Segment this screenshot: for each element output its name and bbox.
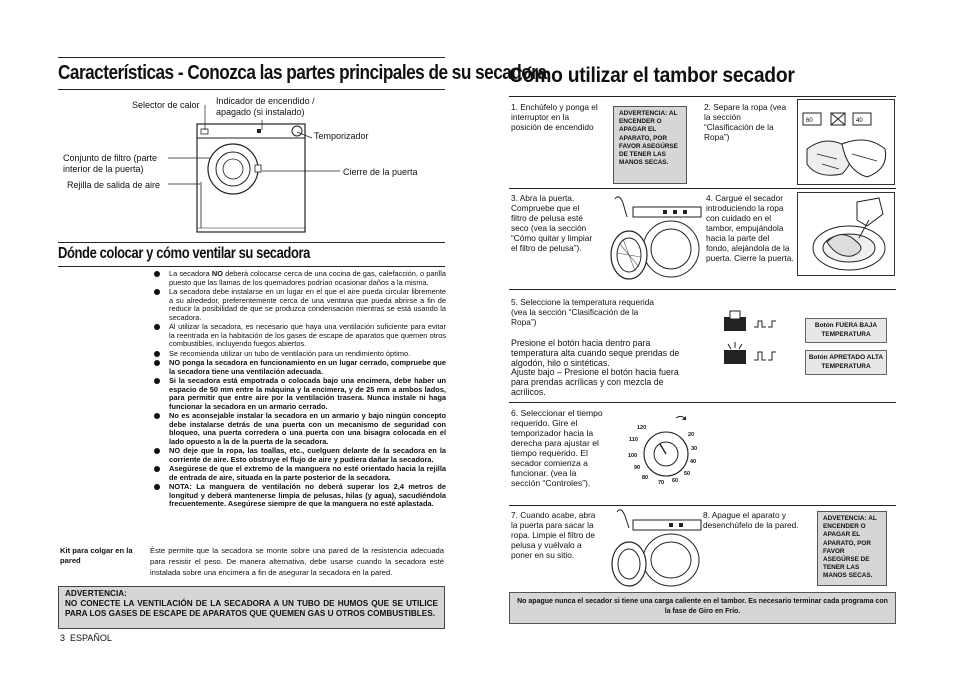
step-7-text: 7. Cuando acabe, abra la puerta para sacar la ropa. Limpie el filtro de pelusa y vuélvalo a poner en su sitio. <box>511 510 596 560</box>
bullet-item: No es aconsejable instalar la secadora en un armario y bajo ningún concepto debe instalarse detrás de una puerta con un mecanismo de seguridad con bloqueo, una puerta corredera o una puerta con una bisagra colocada en el lado opuesto a la de la puerta de la secadora. <box>154 412 446 446</box>
svg-text:60: 60 <box>806 118 813 124</box>
page-title-features: Características - Conozca las partes principales de su secadora <box>58 62 547 84</box>
step-5-text: 5. Seleccione la temperatura requerida (vea la sección “Clasificación de la Ropa”) <box>511 297 654 327</box>
step-5-low: Ajuste bajo – Presione el botón hacia fuera para prendas acrílicas y con mezcla de acrílicos. <box>511 367 679 397</box>
step-5-high: Presione el botón hacia dentro para temperatura alta cuando seque prendas de algodón, hilo o sintéticas. <box>511 338 680 368</box>
remove-laundry-illustration <box>603 508 703 588</box>
label-filtro: Conjunto de filtro (parte interior de la puerta) <box>63 153 158 174</box>
button-out-low-temp-label: Botón FUERA BAJA TEMPERATURA <box>805 318 887 343</box>
page-footer <box>60 633 112 643</box>
bullet-item: La secadora debe instalarse en un lugar en el que el aire pueda circular libremente a su alrededor, preferentemente cerca de una ventana que pueda abrirse a fin de reducir la posibilidad de que se produzca condensación mientras se está usando la secadora. <box>154 288 446 322</box>
label-rejilla: Rejilla de salida de aire <box>67 180 161 190</box>
laundry-sort-illustration <box>797 99 895 185</box>
dial-number: 60 <box>672 478 679 484</box>
dial-number: 20 <box>688 432 695 438</box>
warning-box-step1: ADVERTENCIA: AL ENCENDER O APAGAR EL APARATO, POR FAVOR ASEGÚRSE DE TENER LAS MANOS SECAS. <box>613 106 687 184</box>
open-door-filter-illustration <box>603 193 703 283</box>
step-3-text: 3. Abra la puerta. Compruebe que el filtro de pelusa esté seco (vea la sección “Cómo quitar y limpiar el filtro de pelusa”). <box>511 193 593 253</box>
warning-title: ADVERTENCIA: <box>65 589 127 598</box>
dial-number: 50 <box>684 471 691 477</box>
ventilation-bullet-list <box>154 270 446 510</box>
page-title-usage: Cómo utilizar el tambor secador <box>509 64 795 87</box>
timer-dial-illustration <box>620 412 710 492</box>
step-2-text: 2. Separe la ropa (vea la sección “Clasificación de la Ropa”) <box>704 102 787 142</box>
bullet-item: Si la secadora está empotrada o colocada bajo una encimera, debe haber un espacio de 50 mm entre la máquina y la encimera, y de 25 mm a ambos lados, para permitir que entre aire por la ventilación trasera. Nunca instale ni haga funcionar la secadora en un armario cerrado. <box>154 377 446 411</box>
bullet-item: NO deje que la ropa, las toallas, etc., cuelguen delante de la secadora en la corriente de aire. Esto obstruye el flujo de aire y pudiera dañar la secadora. <box>154 447 446 464</box>
step-6-text: 6. Seleccionar el tiempo requerido. Gire el temporizador hacia la derecha para ajustar el tiempo requerido. El secador comienza a funcionar. (vea la sección “Controles”). <box>511 408 603 488</box>
dial-number: 100 <box>628 453 638 459</box>
warning-box-left <box>58 586 445 629</box>
dial-number: 110 <box>629 437 638 443</box>
warning-text: NO CONECTE LA VENTILACIÓN DE LA SECADORA A UN TUBO DE HUMOS QUE SE UTILICE PARA LOS GASES DE ESCAPE DE APARATOS QUE QUEMEN GAS U OTROS COMBUSTIBLES. <box>65 599 438 618</box>
dial-number: 80 <box>642 475 649 481</box>
step-1-text: 1. Enchúfelo y ponga el interruptor en la posición de encendido <box>511 102 598 132</box>
kit-text: Éste permite que la secadora se monte sobre una pared de la resistencia adecuada para resistir el peso. De manera alternativa, debe usarse cuando la secadora esté instalada sobre una encimera a fin de asegurar la secadora en la pared. <box>150 546 444 577</box>
step-4-text: 4. Cargue el secador introduciendo la ropa con cuidado en el tambor, empujándola hacia la parte del fondo, alejándola de la puerta. Cierre la puerta. <box>706 193 794 263</box>
bullet-item: NO ponga la secadora en funcionamiento en un lugar cerrado, compruebe que la secadora tiene una ventilación adecuada. <box>154 359 446 376</box>
bullet-item: Se recomienda utilizar un tubo de ventilación para un rendimiento óptimo. <box>154 350 446 359</box>
label-cierre: Cierre de la puerta <box>343 167 418 177</box>
svg-text:40: 40 <box>856 118 863 124</box>
page-number: 3 <box>60 633 66 643</box>
dial-number: 90 <box>634 465 641 471</box>
dial-number: 70 <box>658 480 665 486</box>
button-in-high-temp-label: Botón APRETADO ALTA TEMPERATURA <box>805 350 887 375</box>
label-indicador: Indicador de encendido / apagado (si instalado) <box>216 96 315 117</box>
section-title-ventilation: Dónde colocar y cómo ventilar su secadora <box>58 245 310 262</box>
bullet-item: La secadora NO deberá colocarse cerca de una cocina de gas, calefacción, o parilla puesto que las llamas de los quemadores podrían ocasionar daños a la misma. <box>154 270 446 287</box>
page-language: ESPAÑOL <box>70 633 112 643</box>
bullet-item: NOTA: La manguera de ventilación no deberá superar los 2,4 metros de longitud y deberá mantenerse limpia de pelusas, hilas (y agua), sacudiéndola frecuentemente. Asegúrese siempre de que la manguera no esté aplastada. <box>154 483 446 509</box>
button-in-icon <box>722 340 780 366</box>
load-drum-illustration <box>797 192 895 276</box>
step-8-text: 8. Apague el aparato y desenchúfelo de la pared. <box>703 510 799 530</box>
warning-box-step8: ADVETENCIA: AL ENCENDER O APAGAR EL APARATO, POR FAVOR ASEGÚRSE DE TENER LAS MANOS SECAS. <box>817 511 887 586</box>
footer-note-text: No apague nunca el secador si tiene una carga caliente en el tambor. Es necesario terminar cada programa con la fase de Giro en Frío. <box>517 598 888 615</box>
dial-number: 120 <box>637 425 647 431</box>
button-out-icon <box>722 309 780 335</box>
kit-label: Kit para colgar en la pared <box>60 546 133 565</box>
label-selector-calor: Selector de calor <box>132 100 200 110</box>
footer-note-box <box>509 592 896 624</box>
dial-number: 40 <box>690 459 697 465</box>
label-temporizador: Temporizador <box>314 131 369 141</box>
bullet-item: Al utilizar la secadora, es necesario que haya una ventilación suficiente para evitar la reentrada en la habitación de los gases de escape de aparatos que quemen otros combustibles, incluyendo fuegos abiertos. <box>154 323 446 349</box>
bullet-item: Asegúrese de que el extremo de la manguera no esté orientado hacia la rejilla de entrada de aire, situada en la parte posterior de la secadora. <box>154 465 446 482</box>
dial-number: 30 <box>691 446 698 452</box>
